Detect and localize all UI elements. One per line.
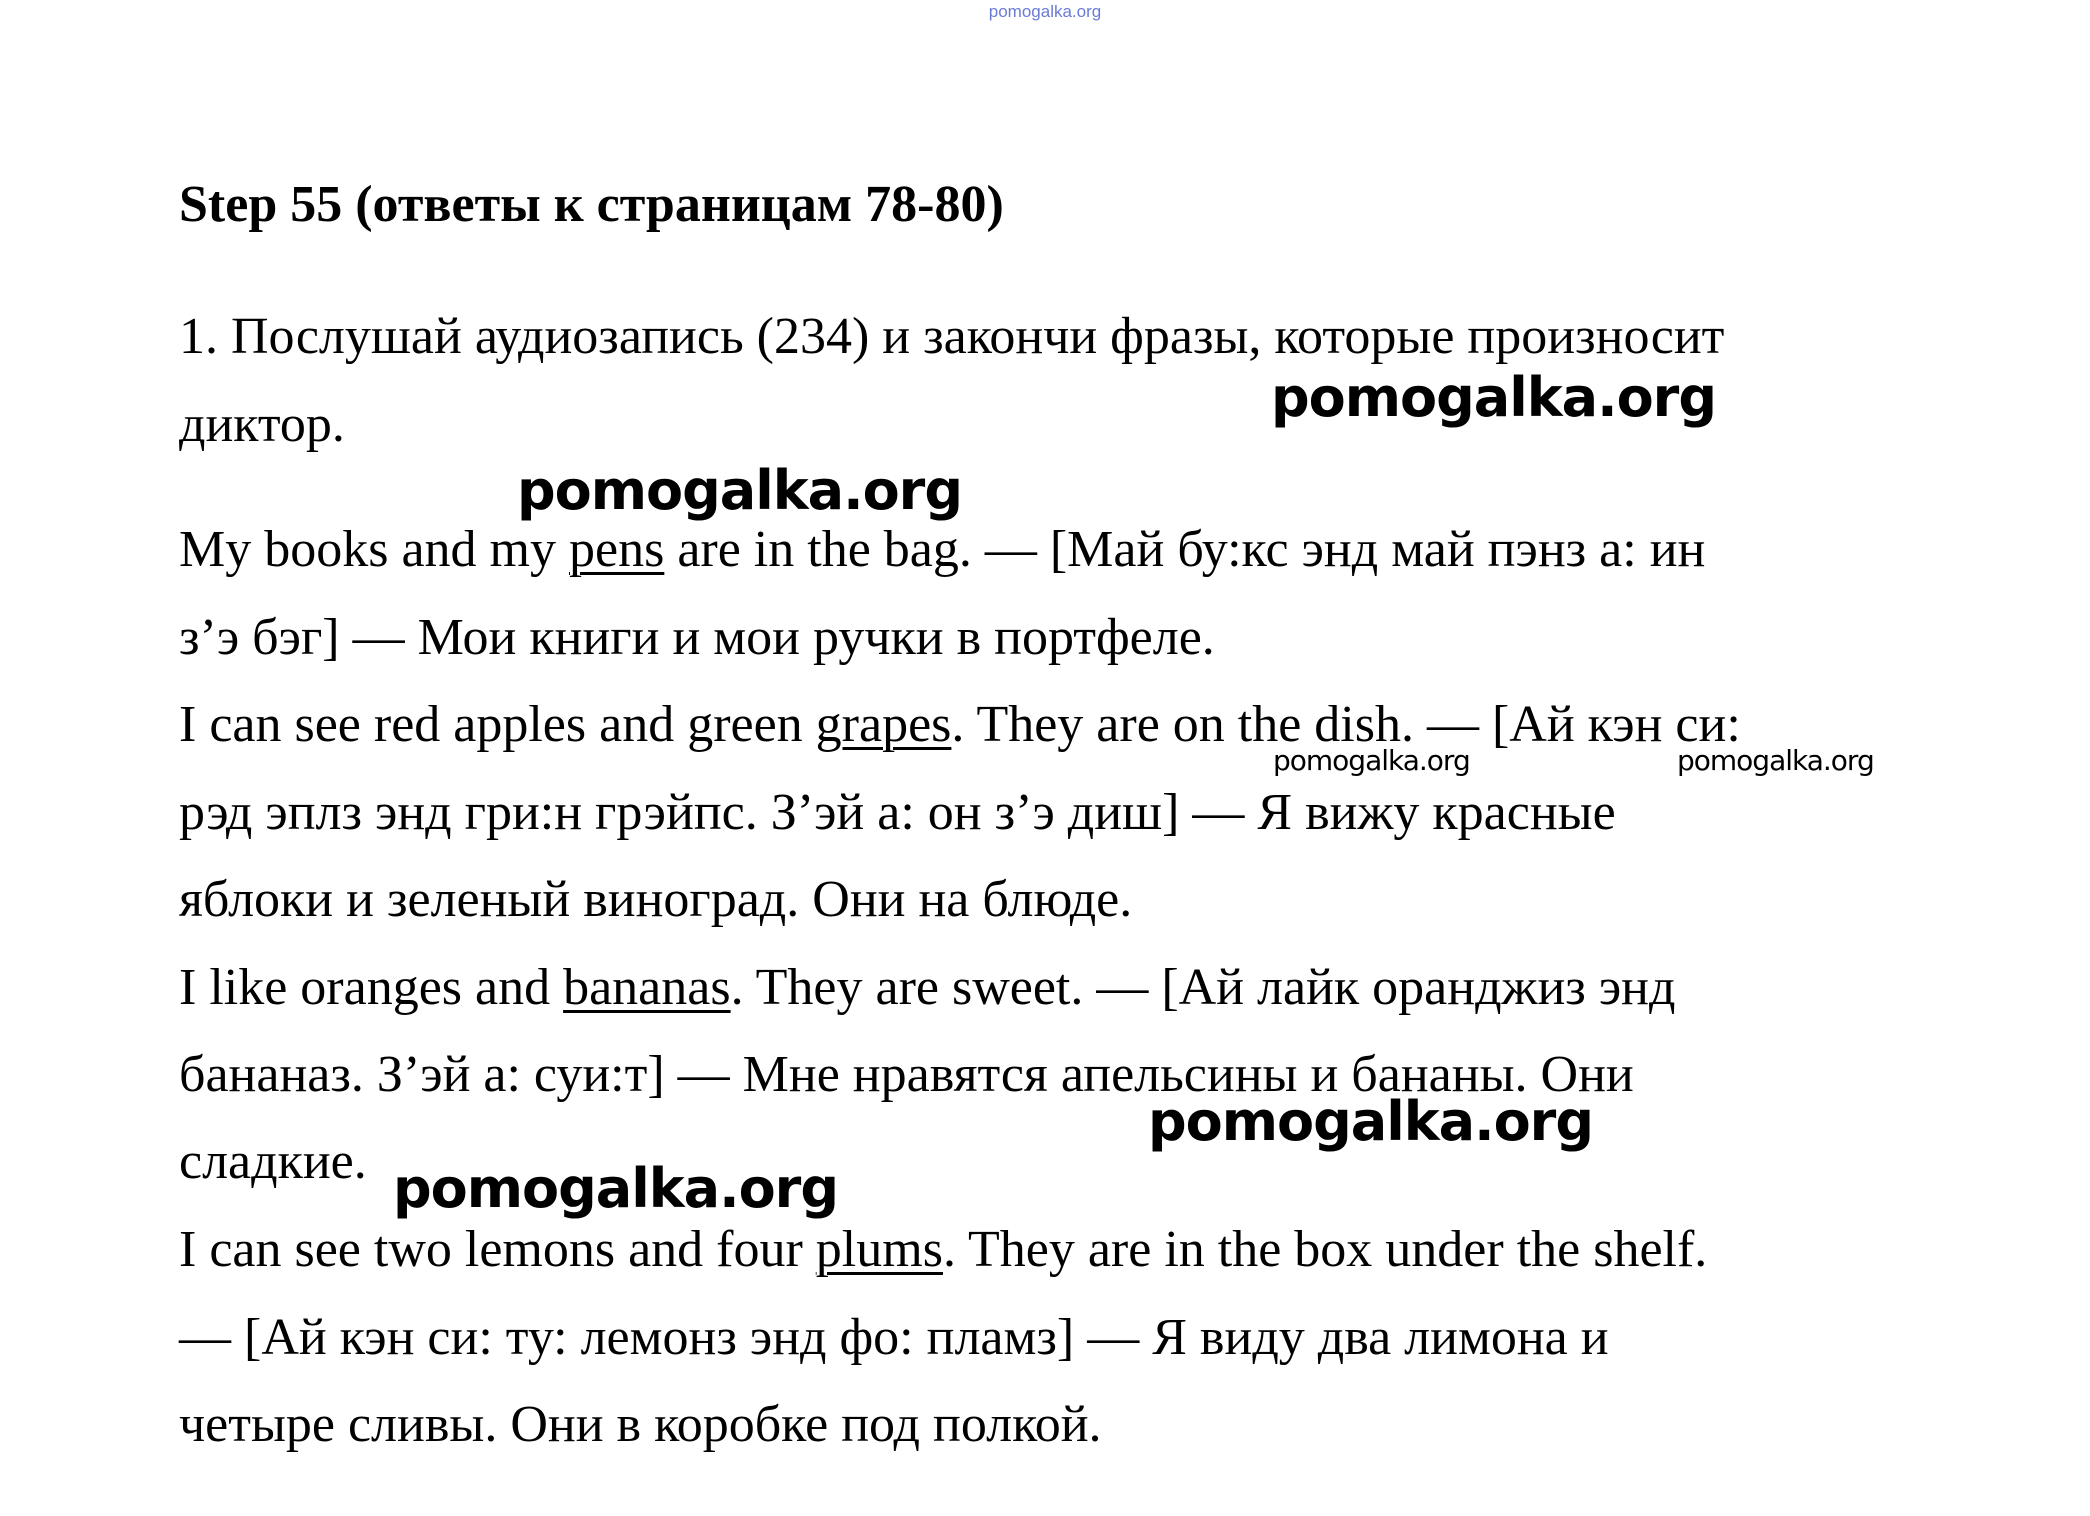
watermark-3: pomogalka.org (1273, 744, 1470, 777)
task-instruction-line-2: диктор. (179, 396, 345, 453)
answer-2-underlined-word: grapes (815, 696, 952, 753)
answer-2-line-2: рэд эплз энд гри:н грэйпс. З’эй а: он з’э диш] — Я вижу красные (179, 784, 1616, 841)
answer-2-line-3: яблоки и зеленый виноград. Они на блюде. (179, 871, 1133, 928)
watermark-4: pomogalka.org (1677, 744, 1874, 777)
answer-4-line-1 (179, 1220, 1707, 1280)
answer-4-text-after: . They are in the box under the shelf. (942, 1221, 1708, 1278)
header-site-link[interactable]: pomogalka.org (988, 2, 1102, 21)
answer-3-line-3: сладкие. (179, 1133, 367, 1190)
watermark-5: pomogalka.org (1148, 1090, 1593, 1153)
answer-3-line-1 (179, 958, 1675, 1018)
answer-1-text-after: are in the bag. — [Май бу:кс энд май пэнз а: ин (664, 521, 1706, 578)
answer-2-line-1 (179, 695, 1741, 755)
answer-2-text-after: . They are on the dish. — [Ай кэн си: (951, 696, 1741, 753)
watermark-6: pomogalka.org (393, 1157, 838, 1220)
answer-4-line-3: четыре сливы. Они в коробке под полкой. (179, 1396, 1102, 1453)
answer-4-text-before: I can see two lemons and four (179, 1221, 816, 1278)
watermark-1: pomogalka.org (1271, 366, 1716, 429)
answer-1-line-1 (179, 520, 1705, 580)
answer-1-text-before: My books and my (179, 521, 569, 578)
watermark-2: pomogalka.org (517, 459, 962, 522)
answer-1-line-2: з’э бэг] — Мои книги и мои ручки в портфеле. (179, 609, 1215, 666)
answer-2-text-before: I can see red apples and green (179, 696, 816, 753)
answer-3-underlined-word: bananas (563, 959, 731, 1016)
page-title: Step 55 (ответы к страницам 78-80) (179, 176, 1004, 233)
answer-3-text-before: I like oranges and (179, 959, 564, 1016)
answer-3-line-2: бананаз. З’эй а: суи:т] — Мне нравятся апельсины и бананы. Они (179, 1046, 1634, 1103)
answer-3-text-after: . They are sweet. — [Ай лайк оранджиз энд (730, 959, 1676, 1016)
answer-1-underlined-word: pens (569, 521, 665, 578)
task-instruction-line-1: 1. Послушай аудиозапись (234) и закончи фразы, которые произносит (179, 308, 1725, 365)
answer-4-line-2: — [Ай кэн си: ту: лемонз энд фо: пламз] — Я виду два лимона и (179, 1309, 1609, 1366)
answer-4-underlined-word: plums (815, 1221, 943, 1278)
